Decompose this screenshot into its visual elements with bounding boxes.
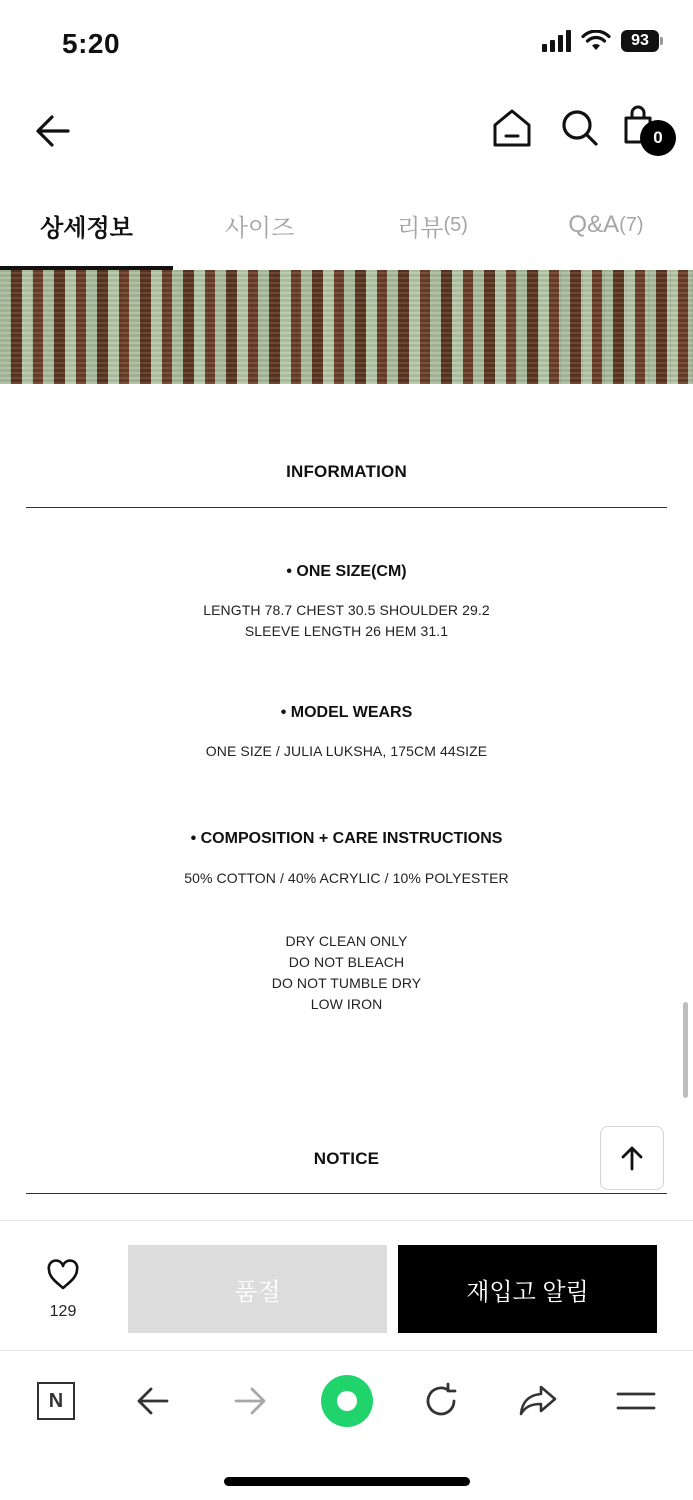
product-information bbox=[0, 384, 693, 1220]
notice-divider bbox=[26, 1193, 667, 1194]
naver-n-icon: N bbox=[37, 1382, 75, 1420]
like-button[interactable] bbox=[30, 1259, 96, 1319]
information-title: INFORMATION bbox=[286, 462, 407, 481]
like-count: 129 bbox=[49, 1303, 77, 1320]
browser-back-button[interactable] bbox=[123, 1371, 183, 1431]
status-indicators bbox=[542, 30, 663, 52]
arrow-right-icon bbox=[230, 1381, 270, 1421]
menu-icon bbox=[616, 1381, 656, 1421]
battery-icon bbox=[621, 30, 663, 52]
arrow-up-icon bbox=[617, 1143, 647, 1173]
product-tabs bbox=[0, 180, 693, 270]
header bbox=[0, 90, 693, 170]
restock-label: 재입고 알림 bbox=[466, 1278, 589, 1306]
tab-detail[interactable] bbox=[0, 180, 173, 270]
home-icon bbox=[490, 106, 534, 150]
tab-qna-count: (7) bbox=[619, 213, 644, 236]
model-line: ONE SIZE / JULIA LUKSHA, 175CM 44SIZE bbox=[205, 743, 488, 759]
care-line: DO NOT BLEACH bbox=[288, 954, 405, 970]
care-line: LOW IRON bbox=[310, 996, 383, 1012]
back-button[interactable] bbox=[30, 108, 76, 154]
care-line: DRY CLEAN ONLY bbox=[285, 933, 408, 949]
arrow-left-icon bbox=[133, 1381, 173, 1421]
tab-detail-label: 상세정보 bbox=[40, 214, 133, 242]
share-icon bbox=[517, 1381, 559, 1421]
soldout-button[interactable] bbox=[128, 1245, 387, 1333]
search-icon bbox=[558, 106, 602, 150]
search-button[interactable] bbox=[558, 106, 602, 150]
tab-review-label: 리뷰 bbox=[397, 214, 444, 242]
scroll-to-top-button[interactable] bbox=[600, 1126, 664, 1190]
home-button[interactable] bbox=[490, 106, 534, 150]
reload-button[interactable] bbox=[411, 1371, 471, 1431]
tab-qna-label: Q&A bbox=[568, 211, 620, 238]
restock-alert-button[interactable] bbox=[398, 1245, 657, 1333]
home-indicator bbox=[224, 1477, 470, 1486]
heart-icon bbox=[46, 1259, 80, 1291]
arrow-left-icon bbox=[30, 108, 76, 154]
browser-forward-button[interactable] bbox=[220, 1371, 280, 1431]
size-heading: • ONE SIZE(CM) bbox=[286, 563, 407, 580]
composition-heading: • COMPOSITION + CARE INSTRUCTIONS bbox=[190, 830, 503, 847]
status-time: 5:20 bbox=[62, 28, 121, 59]
model-heading: • MODEL WEARS bbox=[280, 704, 413, 721]
status-bar bbox=[0, 0, 693, 90]
naver-home-button[interactable] bbox=[26, 1371, 86, 1431]
notice-title: NOTICE bbox=[313, 1149, 380, 1168]
battery-level: 93 bbox=[621, 30, 659, 52]
composition-line: 50% COTTON / 40% ACRYLIC / 10% POLYESTER bbox=[184, 870, 509, 886]
tab-size-label: 사이즈 bbox=[224, 214, 295, 242]
signal-icon bbox=[542, 30, 571, 52]
size-line-1: LENGTH 78.7 CHEST 30.5 SHOULDER 29.2 bbox=[203, 602, 490, 618]
soldout-label: 품절 bbox=[234, 1278, 281, 1306]
green-dot-icon bbox=[321, 1375, 373, 1427]
tab-review-count: (5) bbox=[443, 213, 468, 236]
wifi-icon bbox=[581, 30, 611, 52]
product-detail-image bbox=[0, 270, 693, 384]
tab-review[interactable] bbox=[346, 180, 519, 270]
browser-toolbar bbox=[0, 1350, 693, 1500]
share-button[interactable] bbox=[508, 1371, 568, 1431]
tab-qna[interactable] bbox=[519, 180, 693, 270]
menu-button[interactable] bbox=[606, 1371, 666, 1431]
care-line: DO NOT TUMBLE DRY bbox=[271, 975, 422, 991]
cart-count-badge: 0 bbox=[640, 120, 676, 156]
green-dot-button[interactable] bbox=[317, 1371, 377, 1431]
tab-size[interactable] bbox=[173, 180, 346, 270]
information-divider bbox=[26, 507, 667, 508]
size-line-2: SLEEVE LENGTH 26 HEM 31.1 bbox=[244, 623, 449, 639]
reload-icon bbox=[421, 1381, 461, 1421]
purchase-action-bar bbox=[0, 1220, 693, 1350]
scrollbar[interactable] bbox=[683, 1002, 688, 1098]
cart-button[interactable] bbox=[620, 104, 678, 156]
